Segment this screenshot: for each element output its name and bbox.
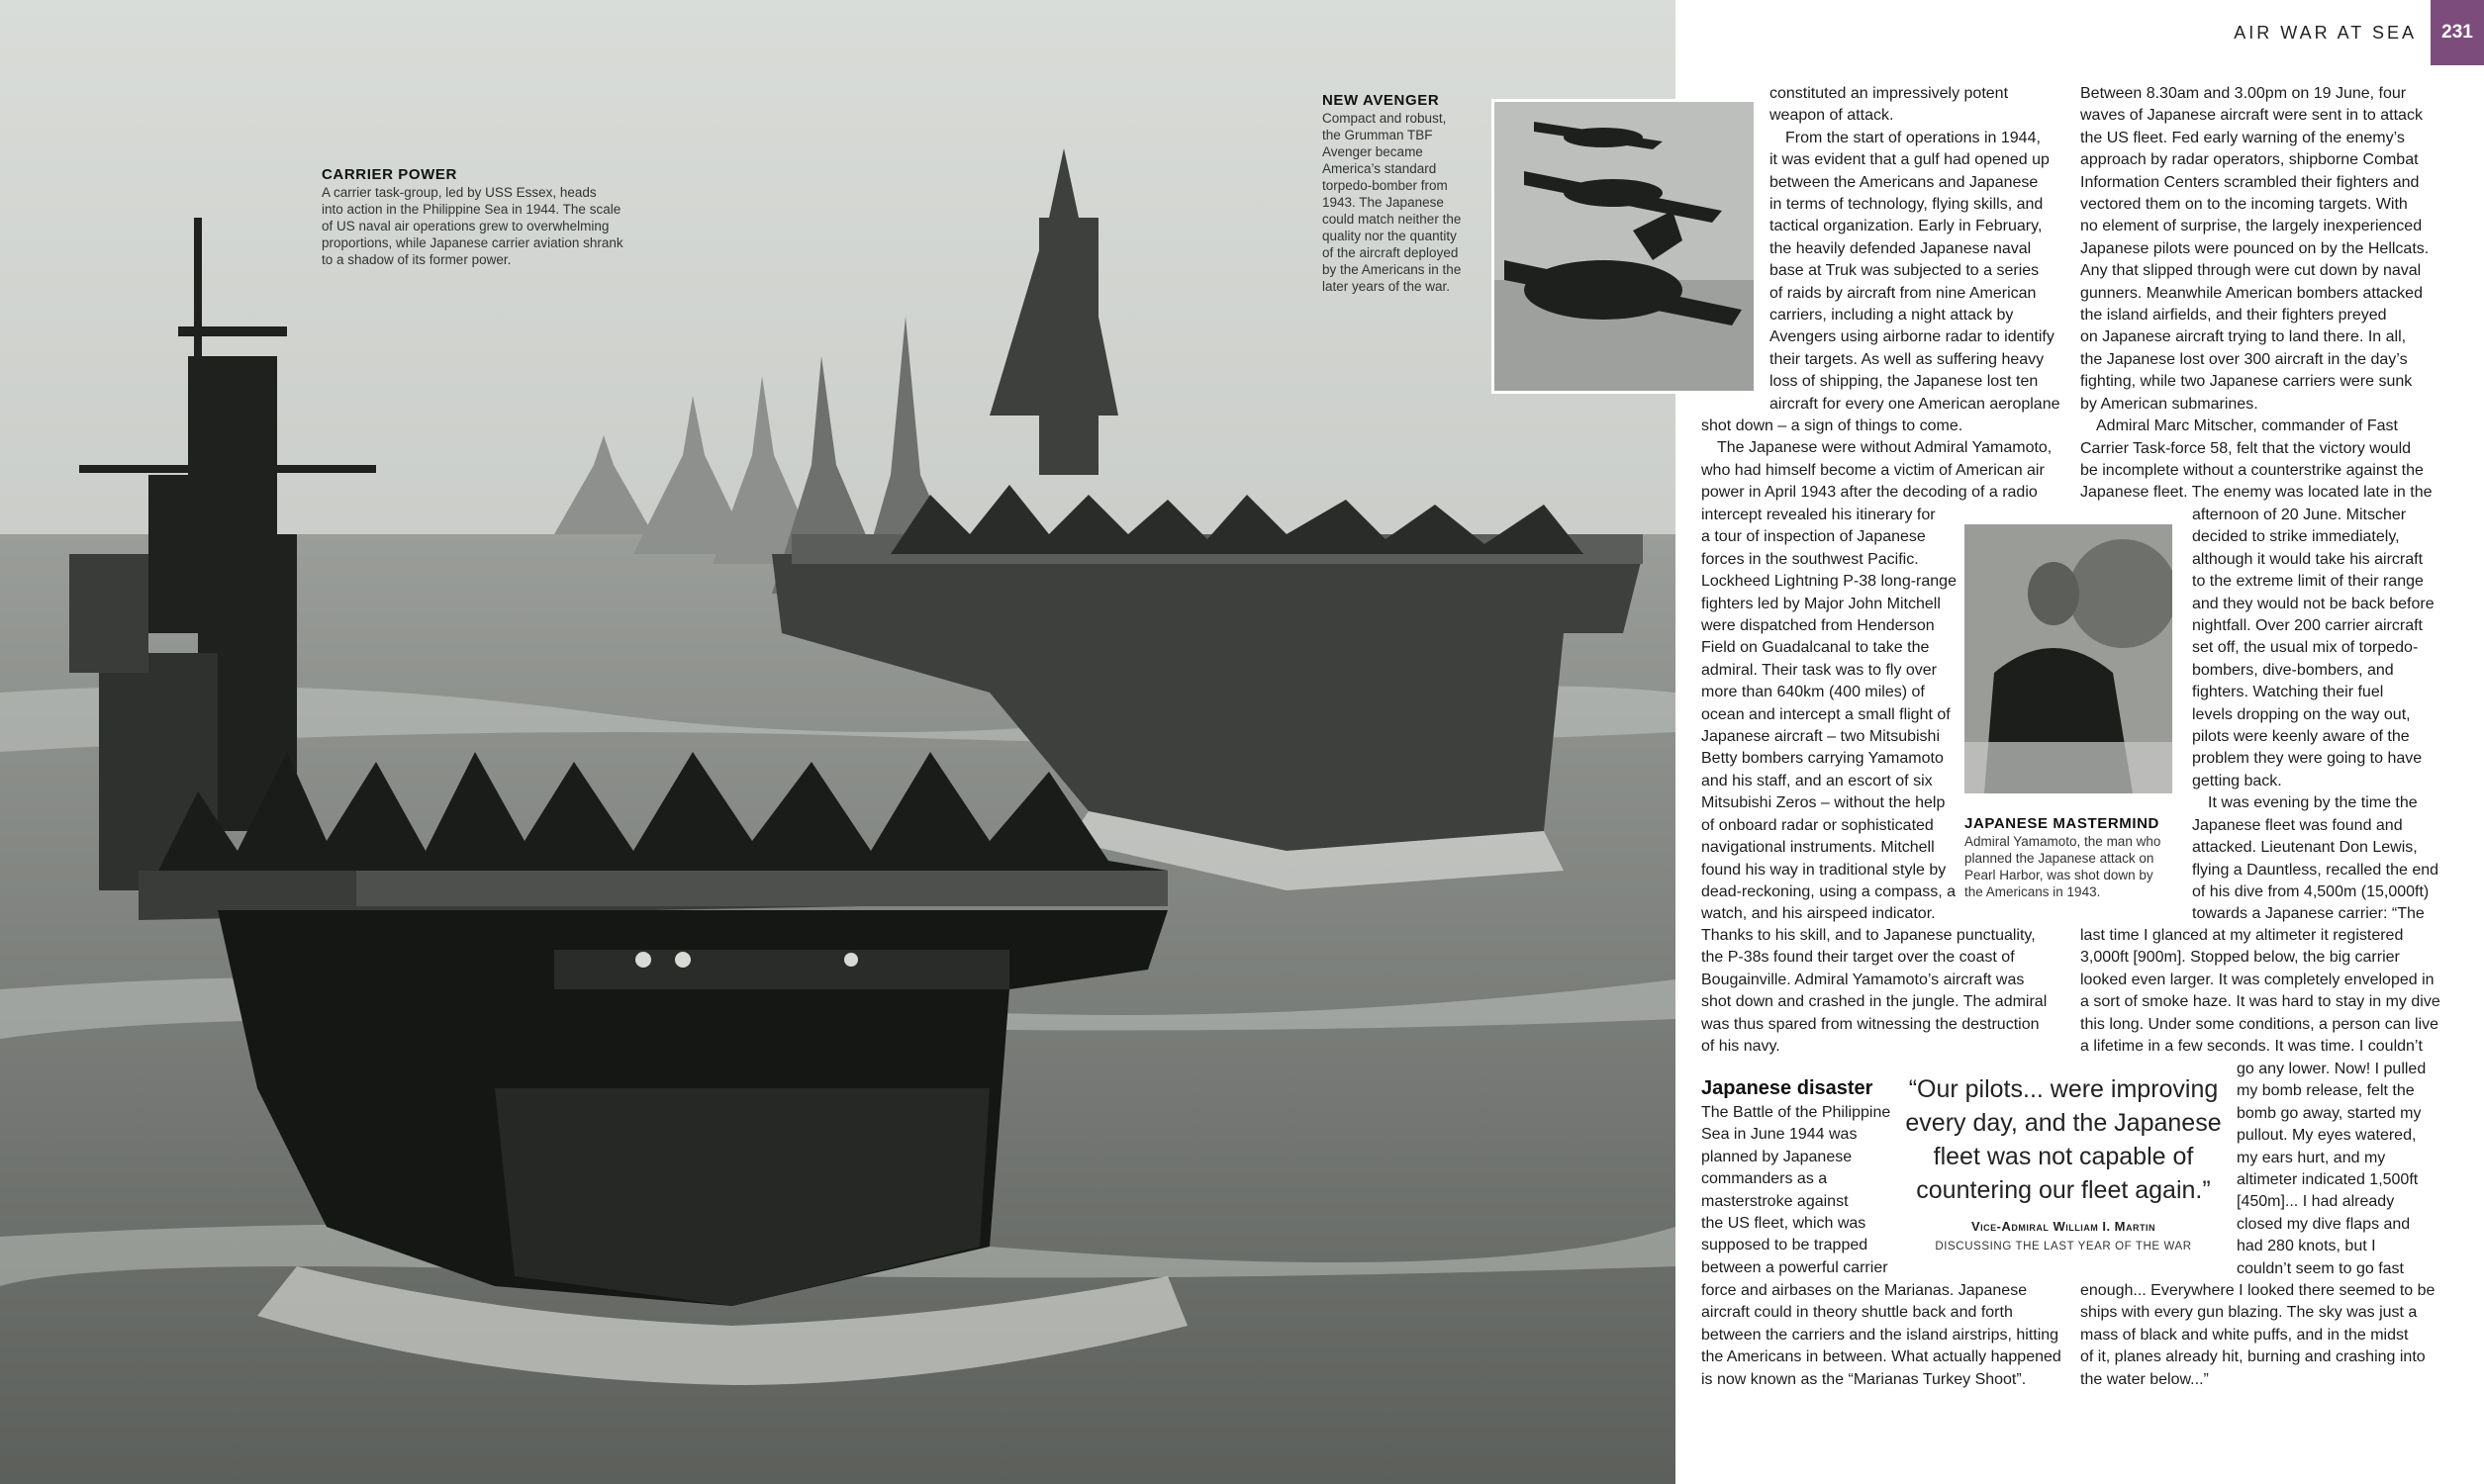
text-line: gunners. Meanwhile American bombers attacked — [2080, 284, 2423, 302]
text-line: were dispatched from Henderson — [1701, 617, 1935, 635]
text-line: planned by Japanese — [1701, 1148, 1853, 1165]
text-line: shot down – a sign of things to come. — [1701, 417, 1963, 434]
text-line: of raids by aircraft from nine American — [1769, 284, 2037, 302]
japanese-mastermind-caption — [1964, 815, 2177, 900]
text-line: a lifetime in a few seconds. It was time. I couldn’t — [2080, 1038, 2423, 1056]
caption-title: CARRIER POWER — [322, 166, 457, 183]
text-line: the P-38s found their target over the coast of — [1701, 949, 2015, 967]
text-line: Avenger became — [1322, 144, 1423, 159]
text-line: constituted an impressively potent — [1769, 85, 2009, 102]
text-line: Betty bombers carrying Yamamoto — [1701, 750, 1944, 768]
text-line: Thanks to his skill, and to Japanese punctuality, — [1701, 927, 2036, 944]
text-line: navigational instruments. Mitchell — [1701, 839, 1935, 857]
text-line: Avengers using airborne radar to identify — [1769, 328, 2054, 346]
text-line: ocean and intercept a small flight of — [1701, 705, 1951, 723]
text-line: and his staff, and an escort of six — [1701, 772, 1933, 789]
text-line: to a shadow of its former power. — [322, 252, 512, 267]
text-line: altimeter indicated 1,500ft — [2237, 1171, 2419, 1189]
text-line: to the extreme limit of their range — [2192, 573, 2424, 591]
text-line: between the Americans and Japanese — [1769, 173, 2039, 191]
text-line: planned the Japanese attack on — [1964, 851, 2154, 866]
text-line: although it would take his aircraft — [2192, 550, 2424, 568]
text-line: no element of surprise, the largely inexperienced — [2080, 218, 2423, 235]
text-line: 3,000ft [900m]. Stopped below, the big carrier — [2080, 949, 2400, 967]
quote-attribution-desc: DISCUSSING THE LAST YEAR OF THE WAR — [1935, 1241, 2192, 1252]
text-line: Admiral Marc Mitscher, commander of Fast — [2096, 417, 2398, 435]
text-line: Lockheed Lightning P-38 long-range — [1701, 573, 1957, 591]
text-line: on Japanese aircraft trying to land there. In all, — [2080, 328, 2407, 346]
text-line: the Grumman TBF — [1322, 128, 1433, 142]
text-line: later years of the war. — [1322, 279, 1451, 294]
text-line: It was evening by the time the — [2208, 794, 2418, 812]
text-line: fighting, while two Japanese carriers were sunk — [2080, 373, 2413, 391]
text-line: approach by radar operators, shipborne Combat — [2080, 151, 2419, 169]
text-line: between the carriers and the island airstrips, hitting — [1701, 1326, 2059, 1344]
text-line: loss of shipping, the Japanese lost ten — [1769, 373, 2039, 391]
text-line: this long. Under some conditions, a person can live — [2080, 1015, 2438, 1033]
text-line: vectored them on to the incoming targets. With — [2080, 196, 2408, 214]
new-avenger-caption — [1322, 92, 1481, 295]
text-line: closed my dive flaps and — [2237, 1215, 2411, 1233]
body-column-2-top — [2080, 83, 2432, 505]
text-line: set off, the usual mix of torpedo- — [2192, 639, 2419, 657]
text-line: of onboard radar or sophisticated — [1701, 816, 1934, 834]
text-line: problem they were going to have — [2192, 750, 2423, 768]
text-line: Bougainville. Admiral Yamamoto’s aircraft was — [1701, 971, 2025, 988]
text-line: countering our fleet again.” — [1916, 1176, 2211, 1204]
text-line: levels dropping on the way out, — [2192, 705, 2411, 723]
pull-quote — [1900, 1072, 2227, 1207]
text-line: was thus spared from witnessing the destruction — [1701, 1015, 2040, 1033]
text-line: more than 640km (400 miles) of — [1701, 684, 1925, 701]
text-line: bomb go away, started my — [2237, 1104, 2422, 1122]
text-line: forces in the southwest Pacific. — [1701, 550, 1919, 568]
text-line: Japanese aircraft – two Mitsubishi — [1701, 728, 1940, 746]
body-column-2-mid — [2080, 925, 2440, 1058]
text-line: ships with every gun blazing. The sky was just a — [2080, 1304, 2418, 1322]
text-line: carriers, including a night attack by — [1769, 307, 2014, 325]
text-line: enough... Everywhere I looked there seemed to be — [2080, 1282, 2436, 1299]
text-line: attacked. Lieutenant Don Lewis, — [2192, 839, 2418, 857]
text-line: towards a Japanese carrier: “The — [2192, 905, 2425, 923]
text-line: The Battle of the Philippine — [1701, 1104, 1891, 1121]
text-line: the US fleet, which was — [1701, 1215, 1866, 1233]
text-line: bombers, dive-bombers, and — [2192, 661, 2394, 679]
text-line: [450m]... I had already — [2237, 1193, 2395, 1211]
text-line: my bomb release, felt the — [2237, 1082, 2415, 1100]
text-line: America’s standard — [1322, 161, 1437, 176]
text-line: of it, planes already hit, burning and crashing into — [2080, 1348, 2426, 1366]
text-line: had 280 knots, but I — [2237, 1238, 2376, 1255]
text-line: dead-reckoning, using a compass, a — [1701, 882, 1957, 900]
text-line: between a powerful carrier — [1701, 1258, 1888, 1276]
text-line: quality nor the quantity — [1322, 229, 1457, 243]
text-line: A carrier task-group, led by USS Essex, heads — [322, 185, 597, 200]
text-line: could match neither the — [1322, 212, 1462, 227]
text-line: power in April 1943 after the decoding of a radio — [1701, 484, 2038, 502]
text-line: of his dive from 4,500m (15,000ft) — [2192, 882, 2430, 900]
text-line: fighters led by Major John Mitchell — [1701, 595, 1941, 612]
text-line: watch, and his airspeed indicator. — [1701, 905, 1936, 923]
page-number: 231 — [2431, 0, 2484, 65]
text-line: shot down and crashed in the jungle. The admiral — [1701, 993, 2048, 1011]
text-line: force and airbases on the Marianas. Japanese — [1701, 1282, 2028, 1299]
text-line: torpedo-bomber from — [1322, 178, 1448, 193]
text-line: who had himself become a victim of American air — [1701, 461, 2045, 479]
page-header — [2234, 0, 2484, 65]
text-line: in terms of technology, flying skills, and — [1769, 196, 2044, 214]
body-column-2-bottom — [2080, 1280, 2435, 1391]
text-line: the water below...” — [2080, 1370, 2209, 1388]
text-line: by American submarines. — [2080, 395, 2258, 413]
text-line: getting back. — [2192, 772, 2282, 789]
disaster-full — [1701, 1280, 2061, 1391]
text-line: Japanese fleet was found and — [2192, 816, 2403, 834]
text-line: 1943. The Japanese — [1322, 195, 1444, 210]
carrier-power-caption — [322, 166, 648, 268]
caption-body — [322, 184, 648, 268]
text-line: their targets. As well as suffering heavy — [1769, 350, 2045, 368]
text-line: base at Truk was subjected to a series — [1769, 262, 2040, 280]
subhead-japanese-disaster: Japanese disaster — [1701, 1077, 1873, 1099]
quote-attribution-name: Vice-Admiral William I. Martin — [1970, 1219, 2156, 1234]
avenger-photo — [1491, 99, 1757, 394]
text-line: masterstroke against — [1701, 1192, 1849, 1210]
text-line: found his way in traditional style by — [1701, 861, 1947, 879]
text-line: pullout. My eyes watered, — [2237, 1127, 2417, 1145]
text-line: the Japanese lost over 300 aircraft in the day’s — [2080, 350, 2408, 368]
body-column-1-full — [1701, 416, 2052, 505]
text-line: intercept revealed his itinerary for — [1701, 507, 1936, 523]
section-title: AIR WAR AT SEA — [2234, 22, 2417, 43]
text-line: the Americans in between. What actually happened — [1701, 1348, 2061, 1366]
text-line: flying a Dauntless, recalled the end — [2192, 861, 2439, 879]
text-line: Between 8.30am and 3.00pm on 19 June, four — [2080, 85, 2407, 102]
text-line: supposed to be trapped — [1701, 1237, 1868, 1254]
caption-body — [1322, 110, 1481, 295]
text-line: the heavily defended Japanese naval — [1769, 239, 2032, 257]
text-line: tactical organization. Early in February, — [1769, 218, 2043, 235]
text-line: go any lower. Now! I pulled — [2237, 1061, 2427, 1077]
body-column-1-full-2 — [1701, 925, 2047, 1058]
text-line: a sort of smoke haze. It was hard to stay in my dive — [2080, 993, 2440, 1011]
text-line: the US fleet. Fed early warning of the enemy’s — [2080, 129, 2405, 146]
text-line: by the Americans in the — [1322, 262, 1462, 277]
yamamoto-photo — [1964, 524, 2172, 793]
text-line: Pearl Harbor, was shot down by — [1964, 868, 2153, 882]
text-line: last time I glanced at my altimeter it registered — [2080, 927, 2404, 944]
text-line: the island airfields, and their fighters preyed — [2080, 307, 2387, 325]
text-line: mass of black and white puffs, and in the midst — [2080, 1326, 2409, 1344]
caption-body — [1964, 833, 2177, 900]
text-line: every day, and the Japanese — [1905, 1109, 2222, 1137]
text-line: Compact and robust, — [1322, 111, 1447, 126]
caption-title: JAPANESE MASTERMIND — [1964, 815, 2159, 832]
text-line: aircraft could in theory shuttle back and forth — [1701, 1304, 2013, 1322]
text-line: proportions, while Japanese carrier aviation shrank — [322, 235, 623, 250]
text-line: commanders as a — [1701, 1170, 1828, 1188]
text-line: waves of Japanese aircraft were sent in to attack — [2080, 107, 2423, 125]
body-column-2-narrow — [2192, 505, 2438, 926]
text-line: it was evident that a gulf had opened up — [1769, 151, 2050, 169]
text-line: Field on Guadalcanal to take the — [1701, 639, 1930, 657]
caption-title: NEW AVENGER — [1322, 92, 1440, 109]
text-line: of the aircraft deployed — [1322, 245, 1459, 260]
text-line: admiral. Their task was to fly over — [1701, 661, 1938, 679]
text-line: be incomplete without a counterstrike against the — [2080, 461, 2424, 479]
body-column-2-narrow-2 — [2237, 1059, 2426, 1280]
text-line: Sea in June 1944 was — [1701, 1126, 1858, 1144]
text-line: Admiral Yamamoto, the man who — [1964, 834, 2161, 849]
body-column-1-narrow — [1701, 505, 1957, 926]
text-line: Information Centers scrambled their fighters and — [2080, 173, 2420, 191]
body-column-1-top — [1769, 83, 2059, 416]
text-line: nightfall. Over 200 carrier aircraft — [2192, 617, 2423, 635]
text-line: is now known as the “Marianas Turkey Shoot”. — [1701, 1370, 2027, 1388]
disaster-narrow — [1701, 1102, 1890, 1279]
text-line: The Japanese were without Admiral Yamamoto, — [1717, 439, 2053, 457]
text-line: of his navy. — [1701, 1038, 1780, 1056]
text-line: Carrier Task-force 58, felt that the victory would — [2080, 439, 2412, 457]
text-line: “Our pilots... were improving — [1908, 1075, 2219, 1103]
text-line: Any that slipped through were cut down by naval — [2080, 262, 2422, 280]
text-line: looked even larger. It was completely enveloped in — [2080, 971, 2435, 988]
text-line: aircraft for every one American aeroplane — [1769, 395, 2060, 413]
text-line: afternoon of 20 June. Mitscher — [2192, 507, 2407, 523]
text-line: my ears hurt, and my — [2237, 1149, 2386, 1166]
text-line: into action in the Philippine Sea in 1944. The scale — [322, 202, 621, 217]
text-line: fighters. Watching their fuel — [2192, 684, 2384, 701]
text-line: From the start of operations in 1944, — [1785, 129, 2041, 146]
text-line: of US naval air operations grew to overwhelming — [322, 219, 610, 233]
text-line: and they would not be back before — [2192, 595, 2435, 612]
text-line: Japanese fleet. The enemy was located late in the — [2080, 484, 2433, 502]
text-line: fleet was not capable of — [1933, 1143, 2194, 1170]
text-line: the Americans in 1943. — [1964, 884, 2101, 899]
text-line: Japanese pilots were pounced on by the Hellcats. — [2080, 239, 2430, 257]
text-line: Mitsubishi Zeros – without the help — [1701, 794, 1946, 812]
text-line: decided to strike immediately, — [2192, 528, 2400, 546]
text-line: couldn’t seem to go fast — [2237, 1259, 2404, 1277]
text-line: pilots were keenly aware of the — [2192, 728, 2410, 746]
text-line: weapon of attack. — [1769, 107, 1894, 125]
text-line: a tour of inspection of Japanese — [1701, 528, 1926, 546]
